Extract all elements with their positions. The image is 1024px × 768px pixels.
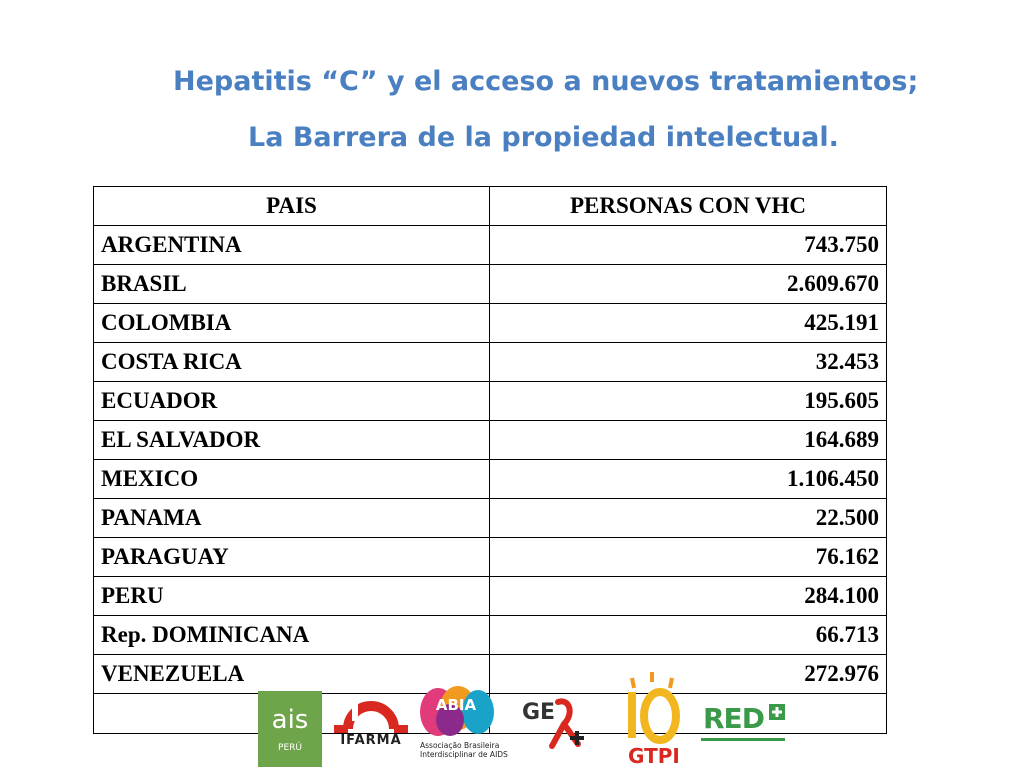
gel-logo [512,694,592,754]
country-cell: Rep. DOMINICANA [94,616,490,655]
country-cell: BRASIL [94,265,490,304]
value-cell: 743.750 [490,226,887,265]
hcv-table [93,186,887,734]
red-logo-text: RED [703,702,764,735]
ais-logo-subtext: PERÚ [278,743,302,753]
abia-logo-text: ABIA [435,696,477,714]
abia-logo-subtext [420,741,508,759]
value-cell: 284.100 [490,577,887,616]
table-row [94,499,887,538]
country-cell: COSTA RICA [94,343,490,382]
country-cell: PERU [94,577,490,616]
value-cell: 195.605 [490,382,887,421]
title-line-1: Hepatitis “C” y el acceso a nuevos tratamientos; [173,66,919,97]
ifarma-logo-text: IFARMA [340,733,402,748]
country-cell: ARGENTINA [94,226,490,265]
country-cell: MEXICO [94,460,490,499]
gel-logo-text: GE [522,700,556,725]
value-cell: 76.162 [490,538,887,577]
ais-peru-logo [258,691,322,767]
table-row [94,421,887,460]
value-cell: 32.453 [490,343,887,382]
ifarma-mark-icon [330,689,412,735]
header-pais: PAIS [94,187,490,226]
ais-logo-text: ais [271,705,309,735]
table-row [94,265,887,304]
value-cell: 272.976 [490,655,887,694]
country-cell: EL SALVADOR [94,421,490,460]
abia-logo [418,686,508,766]
value-cell: 66.713 [490,616,887,655]
gtpi-ten-years-icon [612,672,692,744]
abia-subtext-line1: Associação Brasileira [420,741,500,750]
table-row [94,343,887,382]
table-header-row [94,187,887,226]
value-cell: 2.609.670 [490,265,887,304]
red-ribbon-icon [512,694,592,754]
country-cell: VENEZUELA [94,655,490,694]
ifarma-logo [330,689,412,755]
table-row [94,538,887,577]
gtpi-logo-text: GTPI [628,744,680,768]
value-cell: 22.500 [490,499,887,538]
table-row [94,226,887,265]
table-row [94,577,887,616]
value-cell: 164.689 [490,421,887,460]
title-line-2: La Barrera de la propiedad intelectual. [248,122,839,153]
country-cell: PANAMA [94,499,490,538]
table-row [94,382,887,421]
table-row [94,304,887,343]
table-row [94,616,887,655]
red-plus-logo [697,700,789,744]
table-row [94,460,887,499]
abia-subtext-line2: Interdisciplinar de AIDS [420,750,508,759]
country-cell: ECUADOR [94,382,490,421]
plus-icon [697,700,789,744]
value-cell: 425.191 [490,304,887,343]
value-cell: 1.106.450 [490,460,887,499]
country-cell: PARAGUAY [94,538,490,577]
header-personas-con-vhc: PERSONAS CON VHC [490,187,887,226]
country-cell: COLOMBIA [94,304,490,343]
gtpi-logo [612,672,692,768]
